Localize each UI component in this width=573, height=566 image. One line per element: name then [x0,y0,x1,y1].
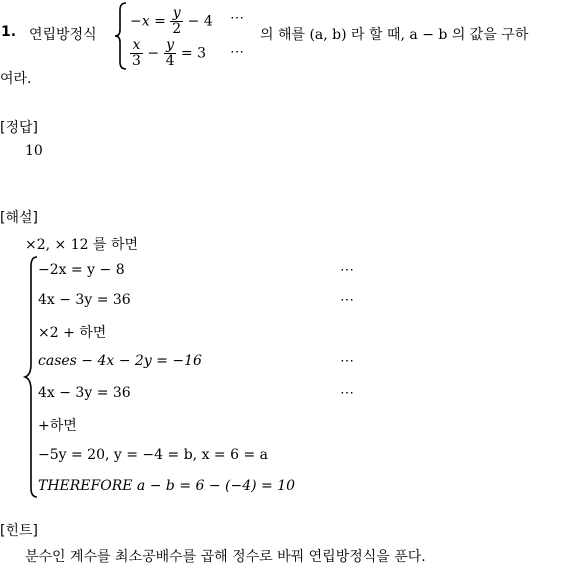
solution-dots-5: ⋯ [340,385,354,401]
eq2-fraction-2 [164,38,177,69]
eq2-frac2-num: y [164,38,177,54]
solution-line-4: cases − 4x − 2y = −16 [38,353,202,369]
solution-line-3: ×2 + 하면 [38,325,107,341]
solution-line-1: −2x = y − 8 [38,262,125,278]
eq2-frac2-den: 4 [165,53,175,69]
eq1-rhs: − 4 [183,13,213,30]
question-tail: 여라. [0,71,32,87]
left-brace-icon [114,1,128,71]
solution-line-5: 4x − 3y = 36 [38,385,131,401]
solution-dots-4: ⋯ [340,353,354,369]
solution-intro: ×2, × 12 를 하면 [25,237,139,253]
answer-value: 10 [25,143,43,159]
solution-line-6: +하면 [38,418,77,434]
solution-dots-1: ⋯ [340,262,354,278]
eq2-tag: ⋯ [230,44,244,60]
question-number: 1. [1,24,17,40]
equation-2 [130,38,206,69]
solution-dots-2: ⋯ [340,292,354,308]
eq2-fraction-1 [130,38,143,69]
eq1-lhs: −x = [130,13,171,30]
equation-system [114,0,256,72]
question-suffix: 의 해를 (a, b) 라 할 때, a − b 의 값을 구하 [260,27,529,43]
question-prefix: 연립방정식 [29,27,97,43]
eq1-frac-den: 2 [172,21,182,37]
eq1-fraction [170,6,183,37]
hint-title: [힌트] [0,523,38,539]
solution-line-8: THEREFORE a − b = 6 − (−4) = 10 [38,478,296,494]
equation-1 [130,6,213,37]
hint-text: 분수인 계수를 최소공배수를 곱해 정수로 바꿔 연립방정식을 푼다. [25,549,426,565]
eq2-frac1-den: 3 [132,53,141,69]
solution-line-7: −5y = 20, y = −4 = b, x = 6 = a [38,447,268,463]
solution-line-2: 4x − 3y = 36 [38,292,131,308]
solution-brace-icon [23,254,39,500]
solution-title: [해설] [0,210,38,226]
eq2-minus: − [142,45,164,62]
eq1-tag: ⋯ [230,10,244,26]
eq2-rhs: = 3 [176,45,207,62]
eq2-frac1-num: x [130,38,143,54]
answer-title: [정답] [0,120,38,136]
eq1-frac-num: y [170,6,183,22]
